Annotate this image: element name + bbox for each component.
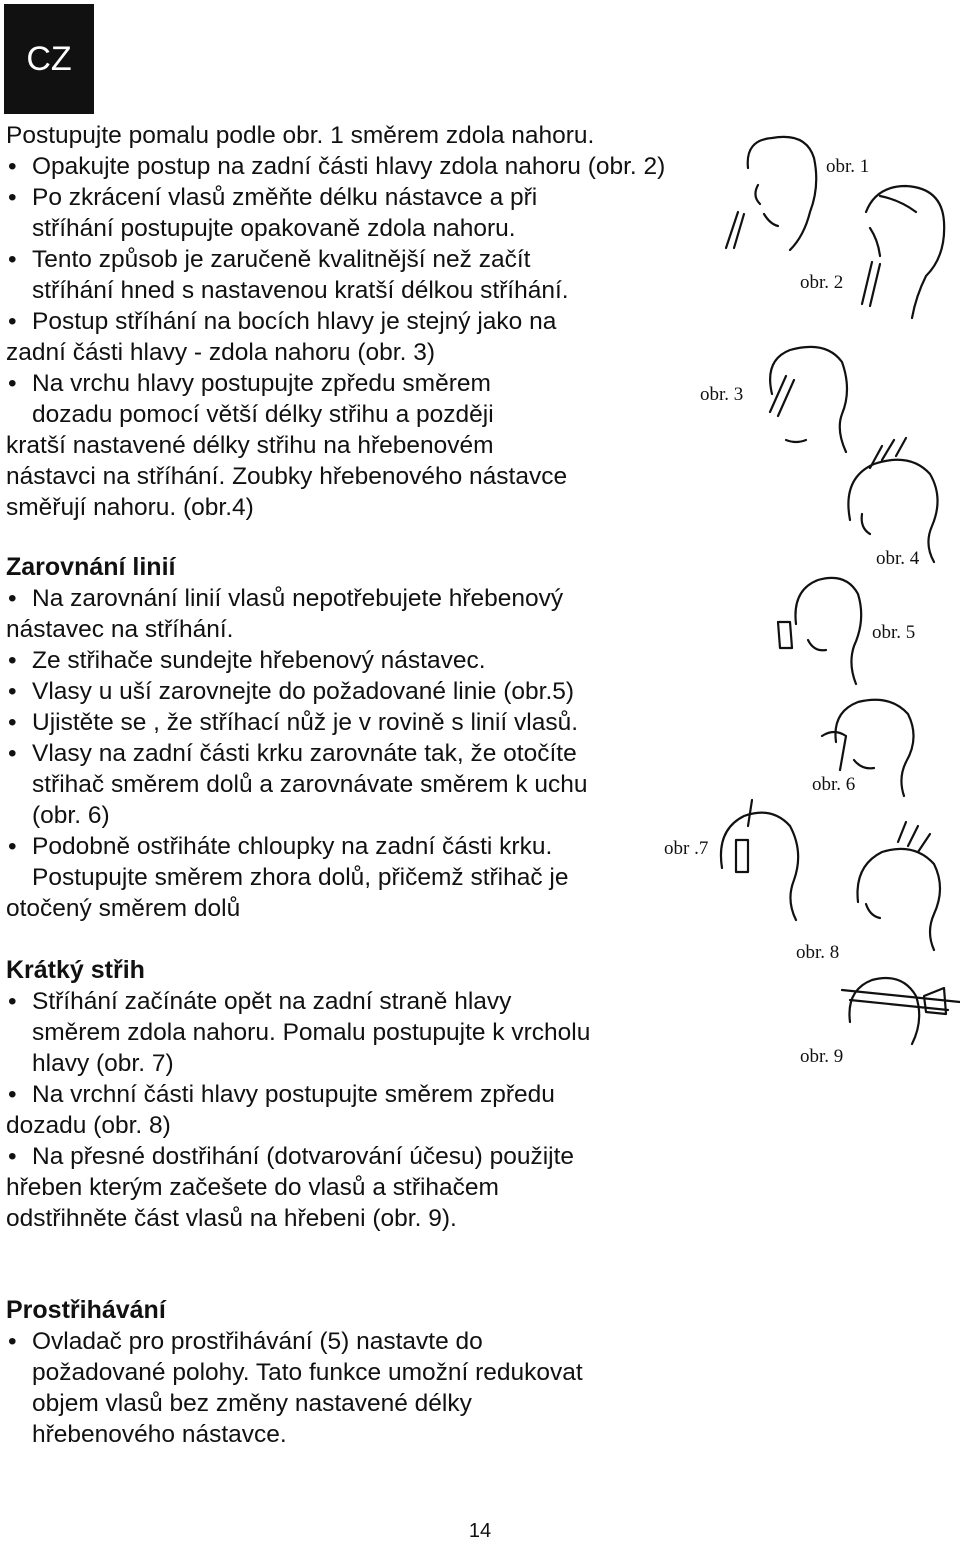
bullet-item: • Po zkrácení vlasů změňte délku nástavce a při	[6, 182, 665, 213]
section-kratky-strih	[6, 955, 590, 1234]
bullet-item: • Ujistěte se , že stříhací nůž je v rovině s linií vlasů.	[6, 707, 588, 738]
figure-caption: obr. 2	[800, 272, 844, 293]
text-line: Postupujte směrem zhora dolů, přičemž střihač je	[32, 864, 569, 891]
bullet-item: • Vlasy na zadní části krku zarovnáte tak, že otočíte	[6, 738, 588, 769]
figure-caption: obr. 9	[800, 1046, 844, 1067]
figure-obr-6	[812, 700, 914, 796]
figure-caption: obr. 5	[872, 622, 916, 643]
bullet-item: • Na zarovnání linií vlasů nepotřebujete hřebenový	[6, 583, 588, 614]
section-prostrihavani	[6, 1295, 583, 1450]
section-heading: Krátký střih	[6, 956, 145, 984]
section-heading: Prostřihávání	[6, 1296, 166, 1324]
text-line: stříhání hned s nastavenou kratší délkou stříhání.	[32, 277, 569, 304]
figure-caption: obr. 6	[812, 774, 856, 795]
bullet-item: • Na přesné dostřihání (dotvarování účesu) použijte	[6, 1141, 590, 1172]
text-line: zadní části hlavy - zdola nahoru (obr. 3)	[6, 339, 435, 366]
page-number: 14	[468, 1520, 492, 1542]
figure-obr-3	[700, 347, 847, 452]
text-line: otočený směrem dolů	[6, 895, 241, 922]
text-line: hlavy (obr. 7)	[32, 1050, 174, 1077]
text-line: hřebenového nástavce.	[32, 1421, 287, 1448]
text-line: střihač směrem dolů a zarovnávate směrem k uchu	[32, 771, 588, 798]
bullet-item: • Vlasy u uší zarovnejte do požadované linie (obr.5)	[6, 676, 588, 707]
figure-caption: obr. 1	[826, 156, 870, 177]
text-line: směřují nahoru. (obr.4)	[6, 494, 254, 521]
bullet-item: • Stříhání začínáte opět na zadní straně hlavy	[6, 986, 590, 1017]
bullet-item: • Na vrchní části hlavy postupujte směrem zpředu	[6, 1079, 590, 1110]
figure-obr-1	[726, 137, 869, 250]
text-line: směrem zdola nahoru. Pomalu postupujte k vrcholu	[32, 1019, 591, 1046]
bullet-item: • Tento způsob je zaručeně kvalitnější než začít	[6, 244, 665, 275]
figure-obr-5	[778, 578, 915, 684]
bullet-item: • Postup stříhání na bocích hlavy je stejný jako na	[6, 306, 665, 337]
text-line: nástavci na stříhání. Zoubky hřebenového nástavce	[6, 463, 568, 490]
section-zarovnani	[6, 552, 588, 924]
text-line: (obr. 6)	[32, 802, 110, 829]
text-line: odstřihněte část vlasů na hřebeni (obr. 9).	[6, 1205, 457, 1232]
text-line: nástavec na stříhání.	[6, 616, 234, 643]
text-line: hřeben kterým začešete do vlasů a střihačem	[6, 1174, 499, 1201]
language-badge: CZ	[4, 4, 94, 114]
figure-caption: obr. 4	[876, 548, 920, 569]
bullet-item: • Opakujte postup na zadní části hlavy zdola nahoru (obr. 2)	[6, 151, 665, 182]
text-line: Postupujte pomalu podle obr. 1 směrem zdola nahoru.	[6, 122, 595, 149]
figure-obr-7	[664, 800, 798, 920]
text-line: požadované polohy. Tato funkce umožní redukovat	[32, 1359, 583, 1386]
bullet-item: • Na vrchu hlavy postupujte zpředu směrem	[6, 368, 665, 399]
text-line: kratší nastavené délky střihu na hřebenovém	[6, 432, 494, 459]
figure-obr-9	[800, 978, 960, 1067]
text-line: objem vlasů bez změny nastavené délky	[32, 1390, 472, 1417]
text-line: dozadu pomocí větší délky střihu a později	[32, 401, 494, 428]
text-line: stříhání postupujte opakovaně zdola nahoru.	[32, 215, 516, 242]
bullet-item: • Ovladač pro prostřihávání (5) nastavte do	[6, 1326, 583, 1357]
text-line: dozadu (obr. 8)	[6, 1112, 171, 1139]
figure-obr-2	[800, 186, 944, 318]
bullet-item: • Podobně ostřiháte chloupky na zadní části krku.	[6, 831, 588, 862]
instructions-block-1	[6, 120, 665, 523]
figure-obr-8	[796, 822, 940, 963]
figure-caption: obr. 8	[796, 942, 840, 963]
figure-caption: obr .7	[664, 838, 709, 859]
figure-caption: obr. 3	[700, 384, 744, 405]
section-heading: Zarovnání linií	[6, 553, 176, 581]
bullet-item: • Ze střihače sundejte hřebenový nástavec.	[6, 645, 588, 676]
figure-obr-4	[848, 438, 937, 569]
